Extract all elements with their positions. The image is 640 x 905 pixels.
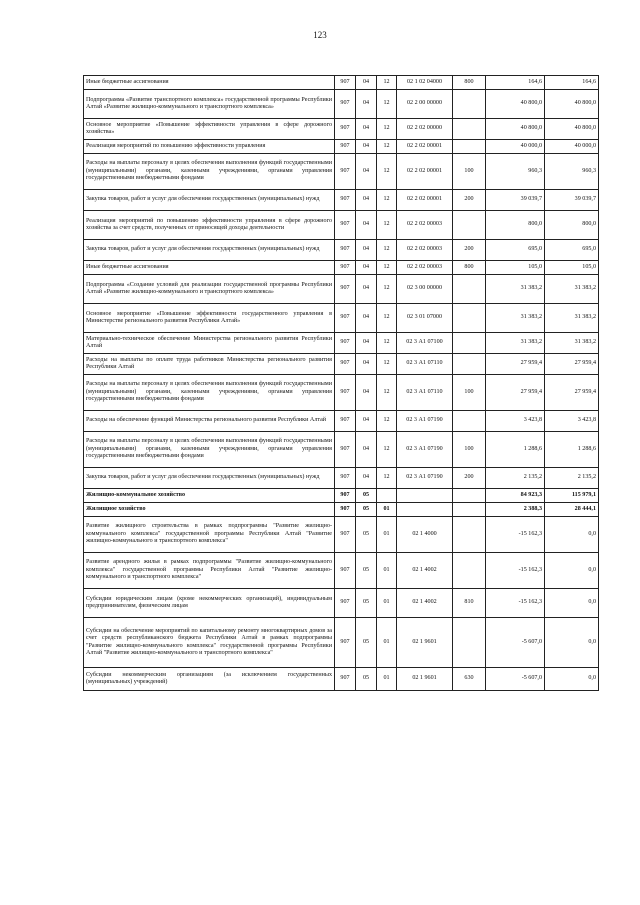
cell-sum-2: 0,0 <box>545 517 599 553</box>
cell-section: 04 <box>356 354 377 375</box>
cell-section: 05 <box>356 668 377 691</box>
cell-subsection: 01 <box>377 517 397 553</box>
cell-expense-type: 100 <box>453 154 486 190</box>
table-row <box>84 411 599 432</box>
cell-name: Основное мероприятие «Повышение эффективности государственного управления в Министерстве регионального развития Республики Алтай» <box>84 304 335 333</box>
cell-target-article: 02 1 4002 <box>397 589 453 618</box>
cell-name: Развитие арендного жилья в рамках подпрограммы "Развитие жилищно-коммунального комплекса" государственной программы Республики Алтай "Развитие жилищно-коммунального и транспортного комплекса" <box>84 553 335 589</box>
cell-sum-1: 40 800,0 <box>486 90 545 119</box>
cell-section: 04 <box>356 211 377 240</box>
table-row <box>84 261 599 275</box>
cell-expense-type <box>453 503 486 517</box>
cell-section: 04 <box>356 432 377 468</box>
cell-section: 04 <box>356 275 377 304</box>
cell-section: 04 <box>356 154 377 190</box>
cell-subsection: 01 <box>377 668 397 691</box>
cell-expense-type: 630 <box>453 668 486 691</box>
cell-ministry: 907 <box>335 275 356 304</box>
cell-section: 04 <box>356 468 377 489</box>
cell-target-article <box>397 503 453 517</box>
cell-name: Расходы на выплаты персоналу в целях обеспечения выполнения функций государственными (муниципальными) органами, казенными учреждениями, органами управления государственными внебюджетными фондами <box>84 154 335 190</box>
cell-sum-2: 31 383,2 <box>545 275 599 304</box>
cell-sum-2: 0,0 <box>545 668 599 691</box>
cell-target-article: 02 3 А1 07100 <box>397 333 453 354</box>
cell-expense-type <box>453 140 486 154</box>
cell-sum-2: 39 039,7 <box>545 190 599 211</box>
table-row <box>84 354 599 375</box>
cell-ministry: 907 <box>335 261 356 275</box>
cell-section: 04 <box>356 411 377 432</box>
table-row <box>84 90 599 119</box>
cell-sum-1: 31 383,2 <box>486 304 545 333</box>
cell-subsection: 12 <box>377 354 397 375</box>
cell-sum-1: 2 388,3 <box>486 503 545 517</box>
cell-ministry: 907 <box>335 240 356 261</box>
cell-ministry: 907 <box>335 76 356 90</box>
cell-expense-type <box>453 333 486 354</box>
cell-expense-type <box>453 119 486 140</box>
page-number: 123 <box>313 30 327 40</box>
cell-sum-1: -15 162,3 <box>486 553 545 589</box>
cell-target-article: 02 1 02 04000 <box>397 76 453 90</box>
cell-sum-1: 31 383,2 <box>486 333 545 354</box>
cell-expense-type: 200 <box>453 240 486 261</box>
table-row <box>84 333 599 354</box>
cell-expense-type <box>453 553 486 589</box>
cell-target-article <box>397 489 453 503</box>
cell-section: 04 <box>356 304 377 333</box>
cell-section: 05 <box>356 589 377 618</box>
cell-sum-2: 960,3 <box>545 154 599 190</box>
budget-table <box>83 75 599 691</box>
cell-ministry: 907 <box>335 375 356 411</box>
cell-ministry: 907 <box>335 668 356 691</box>
table-row <box>84 553 599 589</box>
cell-subsection: 12 <box>377 90 397 119</box>
table-row <box>84 190 599 211</box>
cell-sum-2: 0,0 <box>545 618 599 668</box>
cell-section: 05 <box>356 517 377 553</box>
table-row <box>84 154 599 190</box>
cell-ministry: 907 <box>335 90 356 119</box>
cell-subsection: 12 <box>377 140 397 154</box>
cell-ministry: 907 <box>335 154 356 190</box>
cell-target-article: 02 3 А1 07190 <box>397 411 453 432</box>
cell-target-article: 02 2 02 00003 <box>397 240 453 261</box>
cell-ministry: 907 <box>335 468 356 489</box>
cell-subsection: 12 <box>377 240 397 261</box>
cell-sum-1: 40 000,0 <box>486 140 545 154</box>
cell-sum-1: 3 423,8 <box>486 411 545 432</box>
cell-sum-1: 27 959,4 <box>486 375 545 411</box>
cell-sum-2: 31 383,2 <box>545 304 599 333</box>
table-row <box>84 489 599 503</box>
cell-sum-1: 960,3 <box>486 154 545 190</box>
table-row <box>84 432 599 468</box>
cell-name: Иные бюджетные ассигнования <box>84 76 335 90</box>
cell-subsection: 12 <box>377 119 397 140</box>
cell-sum-2: 2 135,2 <box>545 468 599 489</box>
cell-sum-1: -15 162,3 <box>486 589 545 618</box>
cell-expense-type <box>453 90 486 119</box>
cell-ministry: 907 <box>335 589 356 618</box>
cell-target-article: 02 2 02 00001 <box>397 154 453 190</box>
cell-name: Закупка товаров, работ и услуг для обеспечения государственных (муниципальных) нужд <box>84 468 335 489</box>
cell-name: Субсидии на обеспечение мероприятий по капитальному ремонту многоквартирных домов за счет средств республиканского бюджета Республики Алтай в рамках подпрограммы "Развитие жилищно-коммунального комплекса" государственной программы Республики Алтай "Развитие жилищно-коммунального и транспортного комплекса" <box>84 618 335 668</box>
cell-target-article: 02 3 А1 07110 <box>397 354 453 375</box>
cell-name: Субсидии некоммерческим организациям (за исключением государственных (муниципальных) учреждений) <box>84 668 335 691</box>
table-row <box>84 589 599 618</box>
cell-ministry: 907 <box>335 432 356 468</box>
cell-ministry: 907 <box>335 354 356 375</box>
cell-subsection: 12 <box>377 432 397 468</box>
cell-expense-type: 200 <box>453 190 486 211</box>
cell-section: 04 <box>356 240 377 261</box>
cell-section: 05 <box>356 503 377 517</box>
table-row <box>84 240 599 261</box>
cell-name: Материально-техническое обеспечение Министерства регионального развития Республики Алтай <box>84 333 335 354</box>
cell-section: 04 <box>356 261 377 275</box>
cell-target-article: 02 1 4002 <box>397 553 453 589</box>
cell-ministry: 907 <box>335 517 356 553</box>
cell-ministry: 907 <box>335 333 356 354</box>
cell-subsection <box>377 489 397 503</box>
cell-ministry: 907 <box>335 119 356 140</box>
cell-ministry: 907 <box>335 304 356 333</box>
cell-sum-2: 105,0 <box>545 261 599 275</box>
cell-ministry: 907 <box>335 140 356 154</box>
cell-name: Реализация мероприятий по повышению эффективности управления в сфере дорожного хозяйства за счет средств, полученных от приносящей доходы деятельности <box>84 211 335 240</box>
cell-sum-2: 115 979,1 <box>545 489 599 503</box>
cell-target-article: 02 1 9601 <box>397 668 453 691</box>
cell-target-article: 02 3 А1 07110 <box>397 375 453 411</box>
cell-name: Реализация мероприятий по повышению эффективности управления <box>84 140 335 154</box>
table-row <box>84 375 599 411</box>
budget-rows <box>84 76 599 691</box>
cell-section: 05 <box>356 553 377 589</box>
cell-target-article: 02 2 02 00003 <box>397 261 453 275</box>
cell-sum-1: 2 135,2 <box>486 468 545 489</box>
table-row <box>84 119 599 140</box>
cell-name: Развитие жилищного строительства в рамках подпрограммы "Развитие жилищно-коммунального комплекса" государственной программы Республики Алтай "Развитие жилищно-коммунального и транспортного комплекса" <box>84 517 335 553</box>
cell-target-article: 02 1 9601 <box>397 618 453 668</box>
cell-section: 04 <box>356 190 377 211</box>
cell-target-article: 02 3 01 07000 <box>397 304 453 333</box>
cell-subsection: 01 <box>377 553 397 589</box>
cell-expense-type <box>453 275 486 304</box>
table-row <box>84 275 599 304</box>
cell-target-article: 02 2 02 00001 <box>397 140 453 154</box>
cell-name: Подпрограмма «Развитие транспортного комплекса» государственной программы Республики Алтай «Развитие жилищно-коммунального и транспортного комплекса» <box>84 90 335 119</box>
cell-ministry: 907 <box>335 553 356 589</box>
cell-sum-2: 31 383,2 <box>545 333 599 354</box>
cell-name: Иные бюджетные ассигнования <box>84 261 335 275</box>
cell-subsection: 12 <box>377 76 397 90</box>
table-row <box>84 76 599 90</box>
cell-expense-type <box>453 489 486 503</box>
cell-sum-1: -5 607,0 <box>486 668 545 691</box>
cell-sum-2: 0,0 <box>545 589 599 618</box>
cell-sum-2: 695,0 <box>545 240 599 261</box>
cell-target-article: 02 2 02 00003 <box>397 211 453 240</box>
cell-ministry: 907 <box>335 411 356 432</box>
cell-sum-1: 84 923,3 <box>486 489 545 503</box>
cell-sum-1: -15 162,3 <box>486 517 545 553</box>
cell-subsection: 01 <box>377 503 397 517</box>
cell-subsection: 12 <box>377 333 397 354</box>
cell-sum-2: 3 423,8 <box>545 411 599 432</box>
cell-sum-2: 27 959,4 <box>545 354 599 375</box>
cell-sum-2: 1 288,6 <box>545 432 599 468</box>
cell-name: Закупка товаров, работ и услуг для обеспечения государственных (муниципальных) нужд <box>84 190 335 211</box>
cell-section: 05 <box>356 618 377 668</box>
table-row <box>84 618 599 668</box>
cell-name: Расходы на обеспечение функций Министерства регионального развития Республики Алтай <box>84 411 335 432</box>
cell-section: 04 <box>356 76 377 90</box>
cell-sum-1: 40 800,0 <box>486 119 545 140</box>
cell-subsection: 12 <box>377 275 397 304</box>
table-row <box>84 468 599 489</box>
cell-target-article: 02 3 А1 07190 <box>397 432 453 468</box>
cell-subsection: 12 <box>377 304 397 333</box>
cell-ministry: 907 <box>335 190 356 211</box>
cell-name: Жилищно-коммунальное хозяйство <box>84 489 335 503</box>
cell-subsection: 12 <box>377 211 397 240</box>
cell-expense-type: 100 <box>453 432 486 468</box>
cell-subsection: 01 <box>377 618 397 668</box>
table-row <box>84 140 599 154</box>
cell-name: Расходы на выплаты персоналу в целях обеспечения выполнения функций государственными (муниципальными) органами, казенными учреждениями, органами управления государственными внебюджетными фондами <box>84 432 335 468</box>
cell-target-article: 02 2 02 00000 <box>397 119 453 140</box>
cell-subsection: 12 <box>377 411 397 432</box>
cell-sum-2: 27 959,4 <box>545 375 599 411</box>
cell-name: Субсидии юридическим лицам (кроме некоммерческих организаций), индивидуальным предпринимателям, физическим лицам <box>84 589 335 618</box>
cell-expense-type <box>453 304 486 333</box>
table-row <box>84 503 599 517</box>
cell-sum-2: 40 800,0 <box>545 119 599 140</box>
cell-expense-type <box>453 618 486 668</box>
cell-subsection: 12 <box>377 154 397 190</box>
table-row <box>84 304 599 333</box>
cell-subsection: 12 <box>377 375 397 411</box>
cell-target-article: 02 3 А1 07190 <box>397 468 453 489</box>
cell-expense-type: 810 <box>453 589 486 618</box>
cell-sum-2: 40 000,0 <box>545 140 599 154</box>
cell-sum-2: 28 444,1 <box>545 503 599 517</box>
table-row <box>84 517 599 553</box>
cell-section: 04 <box>356 333 377 354</box>
cell-expense-type: 200 <box>453 468 486 489</box>
cell-section: 05 <box>356 489 377 503</box>
cell-name: Закупка товаров, работ и услуг для обеспечения государственных (муниципальных) нужд <box>84 240 335 261</box>
cell-sum-2: 800,0 <box>545 211 599 240</box>
cell-sum-1: 105,0 <box>486 261 545 275</box>
cell-target-article: 02 1 4000 <box>397 517 453 553</box>
cell-name: Основное мероприятие «Повышение эффективности управления в сфере дорожного хозяйства» <box>84 119 335 140</box>
cell-subsection: 12 <box>377 261 397 275</box>
cell-expense-type <box>453 354 486 375</box>
cell-ministry: 907 <box>335 618 356 668</box>
cell-sum-1: 800,0 <box>486 211 545 240</box>
cell-sum-1: 31 383,2 <box>486 275 545 304</box>
cell-name: Подпрограмма «Создание условий для реализации государственной программы Республики Алтай «Развитие жилищно-коммунального и транспортного комплекса» <box>84 275 335 304</box>
cell-sum-2: 40 800,0 <box>545 90 599 119</box>
cell-sum-2: 0,0 <box>545 553 599 589</box>
cell-expense-type <box>453 211 486 240</box>
table-row <box>84 211 599 240</box>
table-row <box>84 668 599 691</box>
cell-section: 04 <box>356 375 377 411</box>
cell-target-article: 02 2 00 00000 <box>397 90 453 119</box>
cell-sum-1: 27 959,4 <box>486 354 545 375</box>
cell-ministry: 907 <box>335 211 356 240</box>
cell-expense-type: 800 <box>453 261 486 275</box>
cell-expense-type <box>453 411 486 432</box>
cell-section: 04 <box>356 90 377 119</box>
cell-sum-1: 695,0 <box>486 240 545 261</box>
cell-name: Жилищное хозяйство <box>84 503 335 517</box>
cell-subsection: 01 <box>377 589 397 618</box>
cell-expense-type: 800 <box>453 76 486 90</box>
cell-name: Расходы на выплаты по оплате труда работников Министерства регионального развития Республики Алтай <box>84 354 335 375</box>
cell-name: Расходы на выплаты персоналу в целях обеспечения выполнения функций государственными (муниципальными) органами, казенными учреждениями, органами управления государственными внебюджетными фондами <box>84 375 335 411</box>
cell-section: 04 <box>356 119 377 140</box>
cell-target-article: 02 2 02 00001 <box>397 190 453 211</box>
cell-subsection: 12 <box>377 190 397 211</box>
cell-sum-2: 164,6 <box>545 76 599 90</box>
cell-sum-1: 164,6 <box>486 76 545 90</box>
cell-expense-type: 100 <box>453 375 486 411</box>
cell-sum-1: 1 288,6 <box>486 432 545 468</box>
cell-expense-type <box>453 517 486 553</box>
cell-section: 04 <box>356 140 377 154</box>
cell-target-article: 02 3 00 00000 <box>397 275 453 304</box>
cell-sum-1: 39 039,7 <box>486 190 545 211</box>
cell-sum-1: -5 607,0 <box>486 618 545 668</box>
cell-ministry: 907 <box>335 489 356 503</box>
cell-ministry: 907 <box>335 503 356 517</box>
cell-subsection: 12 <box>377 468 397 489</box>
